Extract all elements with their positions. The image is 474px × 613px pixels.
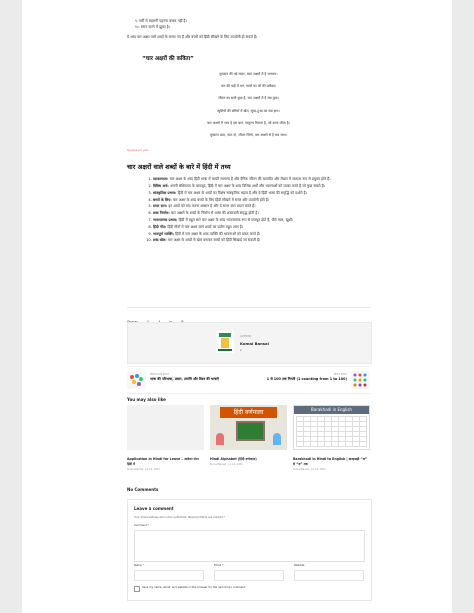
author-link-icon[interactable]: ⌖	[240, 348, 242, 352]
post-navigation	[127, 366, 370, 394]
page-container	[22, 0, 452, 613]
fact-item	[153, 197, 370, 203]
avatar[interactable]	[216, 331, 234, 353]
poem-title: “चार अक्षरों की कविता”	[142, 56, 194, 62]
author-name[interactable]: Komal Bansal	[240, 341, 269, 346]
related-title[interactable]: Hindi Alphabet (हिंदी वर्णमाला)	[210, 457, 257, 461]
next-post-thumbnail	[351, 371, 370, 389]
share-bar	[127, 307, 370, 316]
fact-text: इन शब्दों को याद करना आसान है और ये सरल ज्ञान प्रदान करते हैं।	[168, 204, 256, 209]
save-info-label: Save my name, email, and website in this browser for the next time I comment.	[142, 586, 246, 589]
next-post-link[interactable]	[245, 371, 370, 389]
fact-term: शब्द खेल:	[153, 238, 167, 243]
previous-post-thumbnail	[127, 371, 146, 389]
related-title[interactable]: Barakhadi in Hindi to English | बारहखड़ी “अ” से “ज्ञ” तक	[293, 457, 368, 466]
chalkboard-icon	[236, 421, 265, 441]
list-item: ९. गर्मी में बदलनी पहनना बचाव नहीं है।	[135, 19, 187, 23]
intro-paragraph: ये शब्द चार अक्षर वाले शब्दों के बनाए गए हैं और बच्चों को हिंदी सीखने के लिए उपयोगी हो सकते हैं।	[127, 35, 258, 39]
comment-form-title: Leave a comment	[134, 506, 174, 511]
fact-text: चार अक्षर के शब्द बच्चों के लिए हिंदी सीखने में सरल और उपयोगी होते हैं।	[172, 197, 270, 202]
poem-line: जीवन का सभी कुछ है, चार अक्षरों में है सब कुछ।	[218, 96, 279, 101]
fact-item	[153, 217, 370, 223]
list-item: १०. स्नान करने में झुका है।	[135, 25, 170, 29]
related-posts	[127, 405, 370, 473]
comment-label: Comment *	[134, 524, 149, 527]
previous-post-title[interactable]: भाषा की परिभाषा, प्रकार, उत्पत्ति और विश्व की भाषाएँ	[150, 377, 219, 381]
author-box	[127, 322, 372, 364]
poem	[127, 68, 370, 141]
poem-line: मुस्कान की नई सफ़र, बाल अक्षरों में है भगवान।	[219, 72, 278, 76]
fact-item	[153, 237, 370, 243]
fact-term: भावनात्मक प्रभाव:	[153, 218, 178, 222]
name-label: Name *	[134, 564, 144, 567]
related-meta: Komal Bansal · Jul 14, 2023	[293, 467, 326, 471]
fact-text: अपनी संक्षिप्तता के बावजूद, हिंदी में चार अक्षर के शब्द विभिन्न अर्थों और भावनाओं को व्यक्त करते हैं जो कुछ सकते हैं।	[169, 184, 325, 189]
thumbnail-banner: हिंदी वर्णमाला	[220, 407, 277, 418]
fact-term: शब्द निर्माण:	[153, 211, 170, 216]
fact-term: बच्चों के लिए:	[153, 197, 172, 202]
fact-text: चार अक्षर के शब्दों से खेल बनाकर बच्चों को हिंदी सिखाई जा सकती है।	[167, 238, 261, 243]
source-link[interactable]: Source on you	[127, 148, 149, 153]
fact-text: हिंदी में बहुत सारे चार अक्षर के शब्द भावनात्मक रूप से मजबूत होते हैं, जैसे प्यार, खुशी।	[178, 218, 294, 222]
fact-text: हिंदी गीतों में चार अक्षर वाले शब्दों का प्रयोग बहुत आम है।	[167, 224, 244, 229]
website-field[interactable]	[294, 570, 364, 581]
next-post-title[interactable]: 1 से 100 तक गिनती (1 counting from 1 to 100)	[266, 377, 347, 381]
poem-line: खुशियों की बगियों में खेल, सुख-दु:ख का सब हाथ।	[217, 108, 280, 113]
save-info-checkbox[interactable]	[134, 586, 140, 592]
comment-form-note: Your email address will not be published. Required fields are marked *	[134, 516, 225, 519]
poem-line: चार अक्षरों में भाव है इस बात, स्वतुल्य मिलता है, जो आज जीता है।	[207, 120, 290, 125]
barakhadi-grid	[296, 416, 367, 447]
child-figure-icon	[273, 433, 281, 445]
fact-item	[153, 203, 370, 209]
fact-item	[153, 224, 370, 230]
comments-heading: No Comments	[127, 487, 159, 492]
facts-list	[127, 176, 370, 243]
related-thumbnail[interactable]	[127, 405, 204, 450]
fact-text: चार अक्षर के शब्द हिंदी भाषा में काफी सामान्य हैं और दैनिक जीवन की बातचीत और लेखन में व्यापक रूप से प्रयुक्त होते हैं।	[169, 177, 331, 182]
related-meta: Komal Bansal · Jul 14, 2023	[127, 467, 160, 471]
thumbnail-banner: Barakhadi in English	[294, 406, 369, 414]
related-title[interactable]: Application in Hindi for Leave – आवेदन लेटर हिंदी में	[127, 457, 199, 466]
comment-textarea[interactable]	[134, 530, 365, 562]
email-field[interactable]	[214, 570, 284, 581]
fact-text: हिंदी में चार अक्षर के शब्द व्यक्ति की भावनाओं को प्रकट करते हैं।	[175, 231, 261, 236]
fact-term: विविध अर्थ:	[153, 184, 169, 189]
previous-post-link[interactable]	[127, 371, 237, 389]
related-card[interactable]	[293, 405, 370, 471]
poem-line: मुस्कान बाल, प्यार दो, जीवन जियो, चार अक्षरों से है सब साथ।	[210, 133, 287, 138]
fact-term: भावपूर्ण व्यक्ति:	[153, 231, 175, 236]
facts-heading: चार अक्षरों वाले शब्दों के बारे में हिंदी में तथ्य	[127, 163, 231, 172]
fact-term: हिंदी गीत:	[153, 224, 167, 229]
fact-item	[153, 183, 370, 189]
author-label: AUTHOR	[240, 335, 252, 338]
related-card[interactable]	[210, 405, 287, 466]
fact-term: सरल ज्ञान:	[153, 204, 168, 209]
name-field[interactable]	[134, 570, 204, 581]
website-label: Website	[294, 564, 305, 567]
top-list	[127, 18, 370, 30]
related-thumbnail[interactable]	[293, 405, 370, 450]
fact-item	[153, 210, 370, 216]
comment-form	[127, 499, 372, 601]
related-card[interactable]	[127, 405, 204, 471]
fact-term: व्याकरणता:	[153, 177, 169, 182]
related-meta: Komal Bansal · Jul 14, 2023	[210, 462, 243, 466]
related-thumbnail[interactable]	[210, 405, 287, 450]
next-post-label: NEXT POST	[333, 373, 347, 376]
article-content	[127, 0, 370, 589]
fact-item	[153, 176, 370, 182]
fact-item	[153, 190, 370, 196]
fact-item	[153, 231, 370, 237]
email-label: Email *	[214, 564, 224, 567]
fact-term: सांस्कृतिक प्रभाव:	[153, 190, 177, 195]
related-heading: You may also like	[127, 397, 166, 402]
previous-post-label: PREVIOUS POST	[150, 373, 170, 376]
fact-text: चार अक्षरों के शब्दों के निर्माण से भाषा की शब्दावली समृद्ध होती है।	[171, 211, 259, 216]
poem-line: चार की घड़ी में धन, सत्यों का लौ की प्रतीक्षा।	[221, 84, 276, 89]
fact-text: हिंदी में चार अक्षर के शब्दों का विशेष सांस्कृतिक महत्व है और ये हिंदी भाषा की समृद्धि को दर्शाते हैं।	[177, 190, 307, 195]
child-figure-icon	[216, 433, 224, 445]
